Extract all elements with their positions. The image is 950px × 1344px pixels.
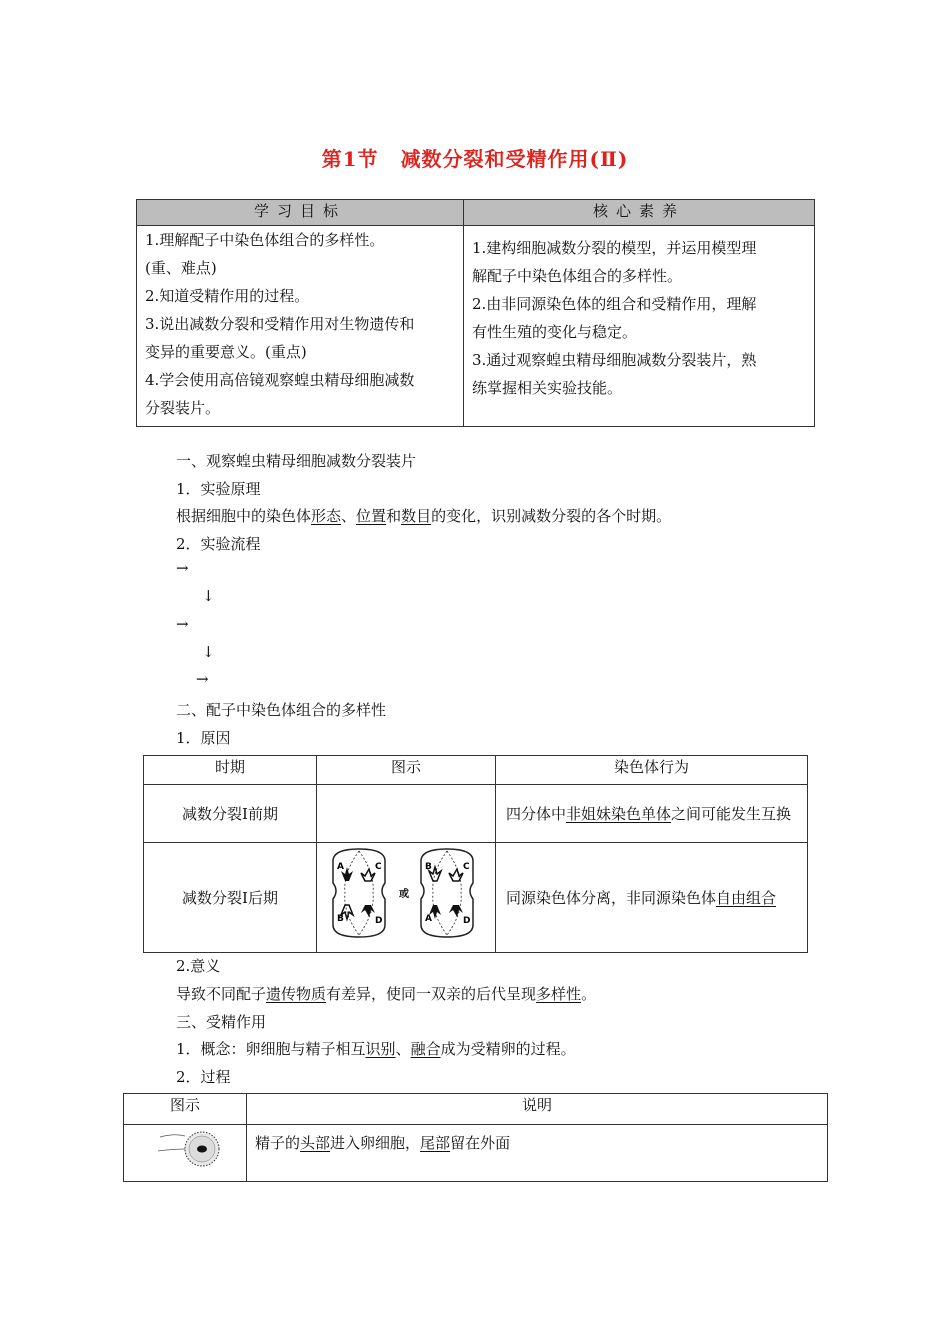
- period-meiosis1-prophase: 减数分裂Ⅰ前期: [144, 785, 317, 843]
- flow-arrow-right-icon: →: [176, 559, 189, 577]
- meaning-text: [176, 983, 596, 1004]
- answer-diversity: 多样性: [536, 985, 582, 1003]
- concept-pre: 1．概念：卵细胞与精子相互: [176, 1040, 366, 1058]
- goals-header-right: 核心素养: [464, 200, 815, 226]
- answer-genetic-material: 遗传物质: [266, 985, 327, 1003]
- label-c: C: [375, 862, 382, 872]
- fert-text: 留在外面: [450, 1134, 511, 1152]
- goals-right-cell: [464, 226, 815, 427]
- fertilization-table: [123, 1093, 828, 1182]
- flow-arrow-down-icon: ↓: [202, 643, 215, 661]
- answer-free-combination: 自由组合: [716, 888, 777, 907]
- section2-sub2: 2.意义: [176, 957, 221, 975]
- fertilization-figure-cell: [124, 1125, 247, 1182]
- meaning-post: 。: [581, 985, 597, 1003]
- period-meiosis1-anaphase: 减数分裂Ⅰ后期: [144, 843, 317, 953]
- answer-tail: 尾部: [420, 1134, 451, 1152]
- answer-recognition: 识别: [365, 1040, 396, 1058]
- behavior-text: 四分体中: [506, 804, 567, 823]
- spindle-lines: [433, 851, 461, 935]
- diagram-or-text: 或: [399, 889, 409, 900]
- cause-header-behavior: 染色体行为: [496, 756, 808, 785]
- fert-header-figure: 图示: [124, 1094, 247, 1125]
- goal-item: 4.学会使用高倍镜观察蝗虫精母细胞减数: [145, 371, 415, 389]
- section2-heading: 二、配子中染色体组合的多样性: [176, 701, 387, 719]
- goal-item: 2.知道受精作用的过程。: [145, 287, 310, 305]
- flow-arrow-right-icon: →: [196, 670, 209, 688]
- literacy-item: 1.建构细胞减数分裂的模型，并运用模型理: [472, 239, 757, 257]
- behavior-text: 之间可能发生互换: [671, 804, 792, 823]
- goal-item: 变异的重要意义。(重点): [145, 343, 307, 361]
- cause-header-figure: 图示: [317, 756, 496, 785]
- goals-left-cell: [137, 226, 464, 427]
- behavior-independent-assortment: [496, 843, 808, 953]
- section3-sub2: 2．过程: [176, 1068, 231, 1086]
- goal-item: (重、难点): [145, 259, 217, 277]
- spindle-lines: [345, 851, 373, 935]
- literacy-item: 练掌握相关实验技能。: [472, 379, 623, 397]
- fert-header-description: 说明: [247, 1094, 828, 1125]
- principle-answer-position: 位置: [356, 507, 387, 525]
- anaphase-diagram-cell: [317, 843, 496, 953]
- section2-sub1: 1．原因: [176, 729, 231, 747]
- answer-fusion: 融合: [410, 1040, 441, 1058]
- section1-sub1: 1．实验原理: [176, 480, 261, 498]
- label-c: C: [463, 862, 470, 872]
- goal-item: 分裂装片。: [145, 399, 221, 417]
- label-b: B: [337, 914, 344, 924]
- answer-head: 头部: [300, 1134, 331, 1152]
- meaning-pre: 导致不同配子: [176, 985, 267, 1003]
- goals-table: [136, 199, 815, 427]
- principle-post: 的变化，识别减数分裂的各个时期。: [431, 507, 672, 525]
- section1-heading: 一、观察蝗虫精母细胞减数分裂装片: [176, 452, 417, 470]
- principle-answer-shape: 形态: [311, 507, 342, 525]
- sperm-entering-egg-illustration: [130, 1127, 240, 1171]
- flow-arrow-down-icon: ↓: [202, 587, 215, 605]
- goal-item: 3.说出减数分裂和受精作用对生物遗传和: [145, 315, 415, 333]
- section3-heading: 三、受精作用: [176, 1013, 267, 1031]
- egg-nucleus: [197, 1145, 207, 1152]
- sperm-tail: [158, 1149, 188, 1151]
- title-section-number: 第1节: [321, 147, 379, 171]
- goals-header-left: 学习目标: [137, 200, 464, 226]
- literacy-item: 解配子中染色体组合的多样性。: [472, 267, 683, 285]
- label-b: B: [425, 862, 432, 872]
- goal-item: 1.理解配子中染色体组合的多样性。: [145, 231, 385, 249]
- sperm-tail: [160, 1134, 185, 1136]
- label-d: D: [375, 916, 383, 926]
- title-text: 减数分裂和受精作用(Ⅱ): [400, 147, 629, 171]
- principle-pre: 根据细胞中的染色体: [176, 507, 312, 525]
- fert-text: 精子的: [255, 1134, 301, 1152]
- label-a: A: [337, 862, 344, 872]
- literacy-item: 有性生殖的变化与稳定。: [472, 323, 638, 341]
- meaning-mid: 有差异，使同一双亲的后代呈现: [326, 985, 537, 1003]
- label-d: D: [463, 916, 471, 926]
- concept-post: 成为受精卵的过程。: [440, 1040, 576, 1058]
- behavior-crossover: [496, 785, 808, 843]
- concept-text: [176, 1038, 576, 1059]
- fert-text: 进入卵细胞，: [330, 1134, 421, 1152]
- section1-sub2: 2．实验流程: [176, 535, 261, 553]
- principle-text: [176, 505, 671, 526]
- answer-non-sister-chromatids: 非姐妹染色单体: [566, 804, 672, 823]
- principle-answer-number: 数目: [401, 507, 432, 525]
- flow-arrow-right-icon: →: [176, 615, 189, 633]
- cause-table: [143, 755, 808, 953]
- chromosome-group: [429, 867, 463, 919]
- label-a: A: [425, 914, 432, 924]
- literacy-item: 2.由非同源染色体的组合和受精作用，理解: [472, 295, 757, 313]
- page-title: [0, 143, 950, 172]
- cause-header-period: 时期: [144, 756, 317, 785]
- figure-empty-cell: [317, 785, 496, 843]
- principle-sep: 和: [386, 507, 402, 525]
- principle-sep: 、: [341, 507, 357, 525]
- chromosome-group: [341, 867, 375, 919]
- behavior-text: 同源染色体分离，非同源染色体: [506, 888, 717, 907]
- concept-sep: 、: [395, 1040, 411, 1058]
- literacy-item: 3.通过观察蝗虫精母细胞减数分裂装片，熟: [472, 351, 757, 369]
- fert-description: [247, 1125, 828, 1182]
- anaphase-cells-diagram: [317, 843, 493, 943]
